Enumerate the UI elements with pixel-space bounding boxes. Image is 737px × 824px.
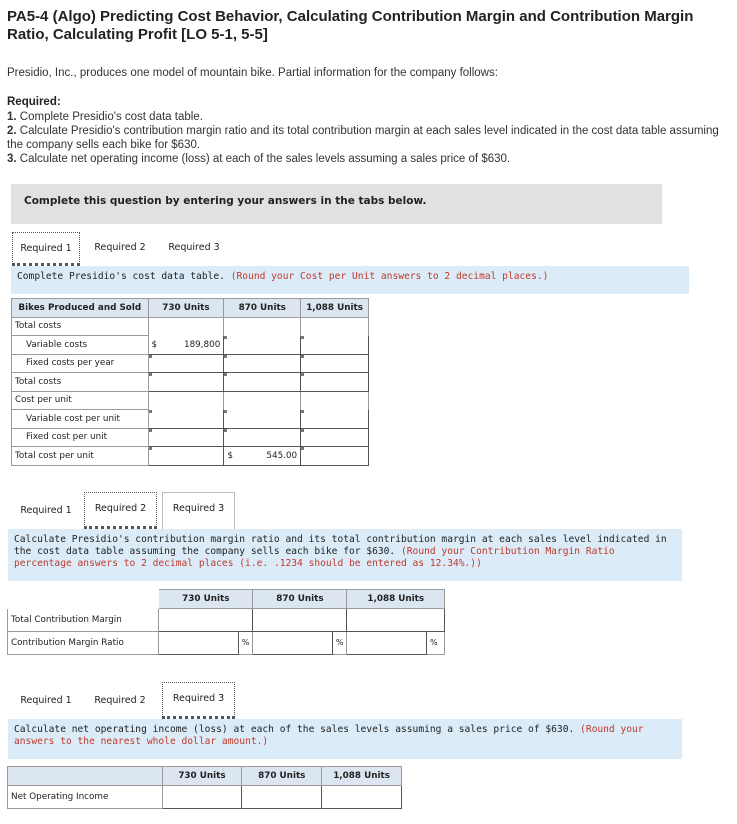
total-per-unit-730-input[interactable]	[148, 447, 224, 466]
tab-required-1[interactable]: Required 1	[12, 232, 80, 266]
total-costs-1088-input[interactable]	[301, 373, 369, 392]
percent-sign-870: %	[332, 631, 347, 654]
tab3-required-1[interactable]: Required 1	[12, 685, 80, 719]
cm-col-730: 730 Units	[159, 590, 253, 609]
question-title: PA5-4 (Algo) Predicting Cost Behavior, Calculating Contribution Margin and Contribution Margin Ratio, Calculating Profit [LO 5-1, 5-5]	[7, 8, 694, 43]
noi-1088-input[interactable]	[322, 785, 402, 808]
tab3-required-3[interactable]: Required 3	[162, 682, 235, 719]
requirement-1: 1. Complete Presidio's cost data table.	[7, 111, 203, 123]
cm-col-870: 870 Units	[253, 590, 347, 609]
tab2-required-1[interactable]: Required 1	[12, 495, 80, 529]
fixed-costs-730-input[interactable]	[148, 354, 224, 373]
fixed-per-unit-870-input[interactable]	[224, 428, 301, 447]
row-label-noi: Net Operating Income	[8, 785, 163, 808]
percent-sign-730: %	[238, 631, 253, 654]
col-header-1088: 1,088 Units	[301, 299, 369, 318]
instructions-banner: Complete this question by entering your answers in the tabs below.	[11, 184, 662, 224]
total-per-unit-1088-input[interactable]	[301, 447, 369, 466]
noi-col-870: 870 Units	[242, 767, 322, 786]
fixed-costs-1088-input[interactable]	[301, 354, 369, 373]
row-label-total-cm: Total Contribution Margin	[8, 608, 159, 631]
tab-required-3[interactable]: Required 3	[160, 232, 228, 266]
cm-ratio-1088-input[interactable]	[347, 631, 427, 654]
requirement-3: 3. Calculate net operating income (loss) at each of the sales levels assuming a sales price of $630.	[7, 153, 511, 165]
noi-730-input[interactable]	[162, 785, 242, 808]
fixed-per-unit-1088-input[interactable]	[301, 428, 369, 447]
col-header-870: 870 Units	[224, 299, 301, 318]
section1-instruction: Complete Presidio's cost data table. (Round your Cost per Unit answers to 2 decimal places.)	[11, 266, 689, 294]
tab-required-2[interactable]: Required 2	[86, 232, 154, 266]
row-label-variable-per-unit: Variable cost per unit	[12, 410, 149, 429]
total-cm-730-input[interactable]	[159, 608, 253, 631]
row-label-total-costs: Total costs	[12, 373, 149, 392]
row-label-cm-ratio: Contribution Margin Ratio	[8, 631, 159, 654]
total-cm-1088-input[interactable]	[347, 608, 445, 631]
variable-costs-730: $ 189,800	[148, 336, 224, 355]
percent-sign-1088: %	[427, 631, 445, 654]
cm-ratio-870-input[interactable]	[253, 631, 333, 654]
section2-instruction: Calculate Presidio's contribution margin ratio and its total contribution margin at each sales level indicated in the cost data table assuming the company sells each bike for $630. (Round your Contribution Margin Ratio percentage answers to 2 decimal places (i.e. .1234 should be entered as 12.34%.))	[8, 529, 682, 581]
row-label-fixed-per-unit: Fixed cost per unit	[12, 428, 149, 447]
total-costs-730-input[interactable]	[148, 373, 224, 392]
noi-870-input[interactable]	[242, 785, 322, 808]
row-label-cost-per-unit: Cost per unit	[12, 391, 149, 410]
variable-costs-1088-input[interactable]	[301, 336, 369, 355]
variable-per-unit-870-input[interactable]	[224, 410, 301, 429]
cm-ratio-730-input[interactable]	[159, 631, 239, 654]
requirements-list	[7, 110, 722, 166]
variable-per-unit-730-input[interactable]	[148, 410, 224, 429]
col-header-bikes: Bikes Produced and Sold	[12, 299, 149, 318]
section3-instruction: Calculate net operating income (loss) at each of the sales levels assuming a sales price of $630. (Round your answers to the nearest whole dollar amount.)	[8, 719, 682, 759]
fixed-per-unit-730-input[interactable]	[148, 428, 224, 447]
variable-per-unit-1088-input[interactable]	[301, 410, 369, 429]
required-heading: Required:	[7, 96, 61, 108]
intro-text: Presidio, Inc., produces one model of mountain bike. Partial information for the company follows:	[7, 67, 498, 79]
row-label-total-per-unit: Total cost per unit	[12, 447, 149, 466]
tab2-required-3[interactable]: Required 3	[162, 492, 235, 529]
total-costs-870-input[interactable]	[224, 373, 301, 392]
total-cm-870-input[interactable]	[253, 608, 347, 631]
cost-data-table	[11, 298, 369, 466]
total-per-unit-870: $ 545.00	[224, 447, 301, 466]
tab2-required-2[interactable]: Required 2	[84, 492, 157, 529]
cm-col-1088: 1,088 Units	[347, 590, 445, 609]
row-label-total-costs-head: Total costs	[12, 317, 149, 336]
noi-col-1088: 1,088 Units	[322, 767, 402, 786]
tab3-required-2[interactable]: Required 2	[86, 685, 154, 719]
row-label-fixed-costs: Fixed costs per year	[12, 354, 149, 373]
variable-costs-870-input[interactable]	[224, 336, 301, 355]
noi-col-730: 730 Units	[162, 767, 242, 786]
row-label-variable-costs: Variable costs	[12, 336, 149, 355]
contribution-margin-table	[7, 589, 445, 655]
col-header-730: 730 Units	[148, 299, 224, 318]
fixed-costs-870-input[interactable]	[224, 354, 301, 373]
requirement-2: 2. Calculate Presidio's contribution margin ratio and its total contribution margin at each sales level indicated in the cost data table assuming the company sells each bike for $630.	[7, 125, 719, 151]
net-operating-income-table	[7, 766, 402, 809]
